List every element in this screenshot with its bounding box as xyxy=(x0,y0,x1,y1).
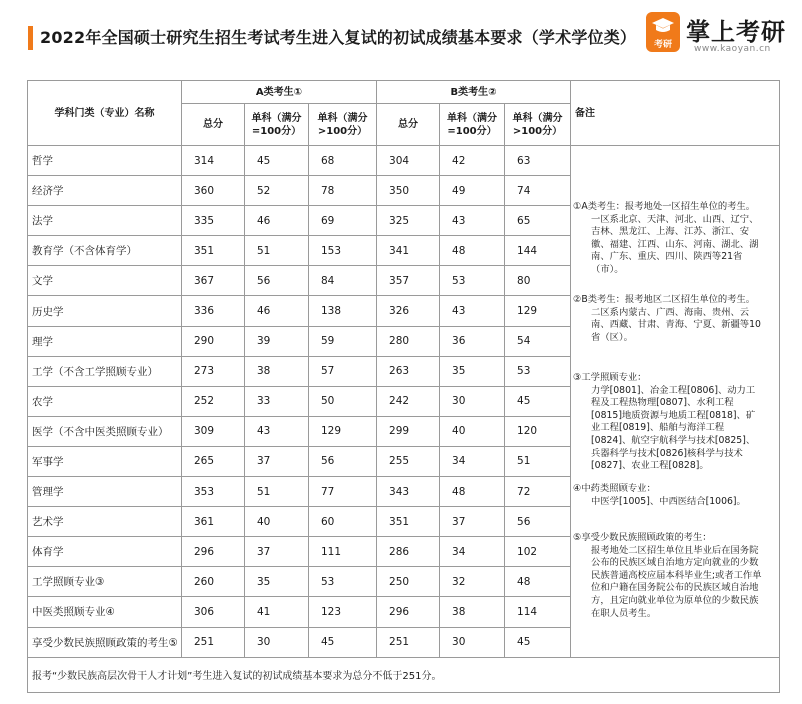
a-total: 361 xyxy=(182,507,245,537)
header-notes: 备注 xyxy=(571,81,780,146)
a-single-gt100: 138 xyxy=(309,296,377,326)
a-total: 306 xyxy=(182,597,245,627)
a-single-gt100: 84 xyxy=(309,266,377,296)
b-single-gt100: 114 xyxy=(505,597,571,627)
table-footer: 报考“少数民族高层次骨干人才计划”考生进入复试的初试成绩基本要求为总分不低于251分。 xyxy=(28,657,780,692)
b-single-100: 42 xyxy=(440,146,505,176)
a-single-gt100: 129 xyxy=(309,416,377,446)
subject-name: 文学 xyxy=(28,266,182,296)
b-single-gt100: 129 xyxy=(505,296,571,326)
b-total: 325 xyxy=(377,206,440,236)
subject-name: 艺术学 xyxy=(28,507,182,537)
header-b-single-100: 单科（满分=100分） xyxy=(440,104,505,146)
note-2 xyxy=(573,294,763,344)
a-single-100: 40 xyxy=(245,507,309,537)
note-1-head: ①A类考生：报考地处一区招生单位的考生。 xyxy=(573,201,756,212)
subject-name: 享受少数民族照顾政策的考生⑤ xyxy=(28,627,182,657)
a-single-100: 46 xyxy=(245,296,309,326)
brand-logo[interactable] xyxy=(646,12,796,60)
a-total: 360 xyxy=(182,176,245,206)
a-single-100: 45 xyxy=(245,146,309,176)
b-single-gt100: 45 xyxy=(505,386,571,416)
a-single-gt100: 111 xyxy=(309,537,377,567)
b-total: 251 xyxy=(377,627,440,657)
a-single-gt100: 59 xyxy=(309,326,377,356)
a-single-gt100: 68 xyxy=(309,146,377,176)
header-a-single-gt100: 单科（满分>100分） xyxy=(309,104,377,146)
note-2-body: 二区系内蒙古、广西、海南、贵州、云南、西藏、甘肃、青海、宁夏、新疆等10省（区）。 xyxy=(591,306,761,343)
page-header xyxy=(0,0,802,66)
header-b-single-gt100: 单科（满分>100分） xyxy=(505,104,571,146)
b-total: 263 xyxy=(377,356,440,386)
b-single-gt100: 72 xyxy=(505,477,571,507)
a-single-100: 39 xyxy=(245,326,309,356)
subject-name: 管理学 xyxy=(28,477,182,507)
title-accent-bar xyxy=(28,26,33,50)
a-single-100: 37 xyxy=(245,446,309,476)
a-single-gt100: 60 xyxy=(309,507,377,537)
b-single-gt100: 65 xyxy=(505,206,571,236)
a-total: 252 xyxy=(182,386,245,416)
b-total: 242 xyxy=(377,386,440,416)
b-total: 250 xyxy=(377,567,440,597)
b-single-100: 43 xyxy=(440,206,505,236)
a-total: 260 xyxy=(182,567,245,597)
notes-cell xyxy=(571,146,780,658)
b-single-100: 30 xyxy=(440,386,505,416)
header-group-b: B类考生② xyxy=(377,81,571,104)
note-2-head: ②B类考生：报考地区二区招生单位的考生。 xyxy=(573,294,756,305)
logo-name: 掌上考研 xyxy=(686,18,786,46)
page-title: 2022年全国硕士研究生招生考试考生进入复试的初试成绩基本要求（学术学位类） xyxy=(40,28,637,47)
b-total: 280 xyxy=(377,326,440,356)
subject-name: 工学（不含工学照顾专业） xyxy=(28,356,182,386)
b-single-100: 48 xyxy=(440,477,505,507)
subject-name: 经济学 xyxy=(28,176,182,206)
a-total: 290 xyxy=(182,326,245,356)
b-total: 343 xyxy=(377,477,440,507)
b-single-100: 40 xyxy=(440,416,505,446)
b-total: 286 xyxy=(377,537,440,567)
header-a-single-100: 单科（满分=100分） xyxy=(245,104,309,146)
a-single-gt100: 78 xyxy=(309,176,377,206)
header-subject: 学科门类（专业）名称 xyxy=(28,81,182,146)
b-single-gt100: 102 xyxy=(505,537,571,567)
b-single-gt100: 51 xyxy=(505,446,571,476)
b-single-100: 32 xyxy=(440,567,505,597)
a-total: 251 xyxy=(182,627,245,657)
note-4-head: ④中药类照顾专业： xyxy=(573,483,656,494)
b-single-100: 34 xyxy=(440,446,505,476)
logo-badge xyxy=(646,12,680,52)
subject-name: 军事学 xyxy=(28,446,182,476)
a-single-gt100: 50 xyxy=(309,386,377,416)
b-single-gt100: 80 xyxy=(505,266,571,296)
b-single-gt100: 63 xyxy=(505,146,571,176)
a-single-gt100: 153 xyxy=(309,236,377,266)
a-total: 314 xyxy=(182,146,245,176)
b-single-100: 43 xyxy=(440,296,505,326)
graduation-cap-icon xyxy=(651,17,675,35)
a-single-100: 37 xyxy=(245,537,309,567)
a-single-100: 56 xyxy=(245,266,309,296)
b-single-gt100: 48 xyxy=(505,567,571,597)
b-single-100: 53 xyxy=(440,266,505,296)
a-single-100: 51 xyxy=(245,236,309,266)
logo-url: www.kaoyan.cn xyxy=(694,44,771,54)
b-single-gt100: 120 xyxy=(505,416,571,446)
a-single-gt100: 53 xyxy=(309,567,377,597)
header-b-total: 总分 xyxy=(377,104,440,146)
note-4-body: 中医学[1005]、中西医结合[1006]。 xyxy=(591,495,746,507)
a-total: 353 xyxy=(182,477,245,507)
b-total: 341 xyxy=(377,236,440,266)
subject-name: 教育学（不含体育学） xyxy=(28,236,182,266)
a-single-gt100: 69 xyxy=(309,206,377,236)
b-single-gt100: 54 xyxy=(505,326,571,356)
b-total: 255 xyxy=(377,446,440,476)
b-single-100: 48 xyxy=(440,236,505,266)
a-single-100: 51 xyxy=(245,477,309,507)
note-1 xyxy=(573,201,763,277)
b-total: 351 xyxy=(377,507,440,537)
a-total: 265 xyxy=(182,446,245,476)
subject-name: 哲学 xyxy=(28,146,182,176)
a-total: 309 xyxy=(182,416,245,446)
subject-name: 医学（不含中医类照顾专业） xyxy=(28,416,182,446)
a-single-100: 35 xyxy=(245,567,309,597)
b-total: 304 xyxy=(377,146,440,176)
b-single-100: 38 xyxy=(440,597,505,627)
a-single-gt100: 45 xyxy=(309,627,377,657)
note-3-body: 力学[0801]、冶金工程[0806]、动力工程及工程热物理[0807]、水利工程[0815]地质资源与地质工程[0818]、矿业工程[0819]、船舶与海洋工程[0824]、航空宇航科学与技术[0825]、兵器科学与技术[0826]核科学与技术[0827]、农业工程[0828]。 xyxy=(591,384,756,472)
note-1-body: 一区系北京、天津、河北、山西、辽宁、吉林、黑龙江、上海、江苏、浙江、安徽、福建、江西、山东、河南、湖北、湖南、广东、重庆、四川、陕西等21省（市）。 xyxy=(591,213,759,275)
b-single-gt100: 74 xyxy=(505,176,571,206)
note-5-body: 报考地处二区招生单位且毕业后在国务院公布的民族区域自治地方定向就业的少数民族普通高校应届本科毕业生;或者工作单位和户籍在国务院公布的民族区域自治地方，且定向就业单位为原单位的少数民族在职人员考生。 xyxy=(591,544,762,619)
a-total: 296 xyxy=(182,537,245,567)
b-single-100: 36 xyxy=(440,326,505,356)
a-total: 336 xyxy=(182,296,245,326)
subject-name: 历史学 xyxy=(28,296,182,326)
a-single-100: 52 xyxy=(245,176,309,206)
score-table xyxy=(27,80,780,693)
a-total: 367 xyxy=(182,266,245,296)
note-4 xyxy=(573,483,763,508)
subject-name: 中医类照顾专业④ xyxy=(28,597,182,627)
b-total: 296 xyxy=(377,597,440,627)
note-3-head: ③工学照顾专业： xyxy=(573,372,647,383)
note-5-head: ⑤享受少数民族照顾政策的考生： xyxy=(573,532,712,543)
a-single-gt100: 77 xyxy=(309,477,377,507)
subject-name: 体育学 xyxy=(28,537,182,567)
table-row xyxy=(28,146,780,176)
note-5 xyxy=(573,532,763,620)
subject-name: 农学 xyxy=(28,386,182,416)
a-single-gt100: 123 xyxy=(309,597,377,627)
b-single-100: 49 xyxy=(440,176,505,206)
subject-name: 理学 xyxy=(28,326,182,356)
a-single-100: 41 xyxy=(245,597,309,627)
a-single-100: 30 xyxy=(245,627,309,657)
b-total: 326 xyxy=(377,296,440,326)
b-single-100: 30 xyxy=(440,627,505,657)
b-single-gt100: 56 xyxy=(505,507,571,537)
b-single-gt100: 144 xyxy=(505,236,571,266)
header-group-a: A类考生① xyxy=(182,81,377,104)
a-total: 351 xyxy=(182,236,245,266)
a-single-100: 33 xyxy=(245,386,309,416)
a-single-100: 43 xyxy=(245,416,309,446)
a-single-gt100: 57 xyxy=(309,356,377,386)
logo-badge-text: 考研 xyxy=(653,40,672,50)
subject-name: 工学照顾专业③ xyxy=(28,567,182,597)
b-single-100: 37 xyxy=(440,507,505,537)
b-single-100: 35 xyxy=(440,356,505,386)
b-total: 357 xyxy=(377,266,440,296)
b-single-gt100: 45 xyxy=(505,627,571,657)
b-total: 350 xyxy=(377,176,440,206)
subject-name: 法学 xyxy=(28,206,182,236)
note-3 xyxy=(573,372,763,473)
a-total: 273 xyxy=(182,356,245,386)
a-total: 335 xyxy=(182,206,245,236)
a-single-100: 46 xyxy=(245,206,309,236)
b-total: 299 xyxy=(377,416,440,446)
header-a-total: 总分 xyxy=(182,104,245,146)
a-single-100: 38 xyxy=(245,356,309,386)
a-single-gt100: 56 xyxy=(309,446,377,476)
b-single-gt100: 53 xyxy=(505,356,571,386)
b-single-100: 34 xyxy=(440,537,505,567)
